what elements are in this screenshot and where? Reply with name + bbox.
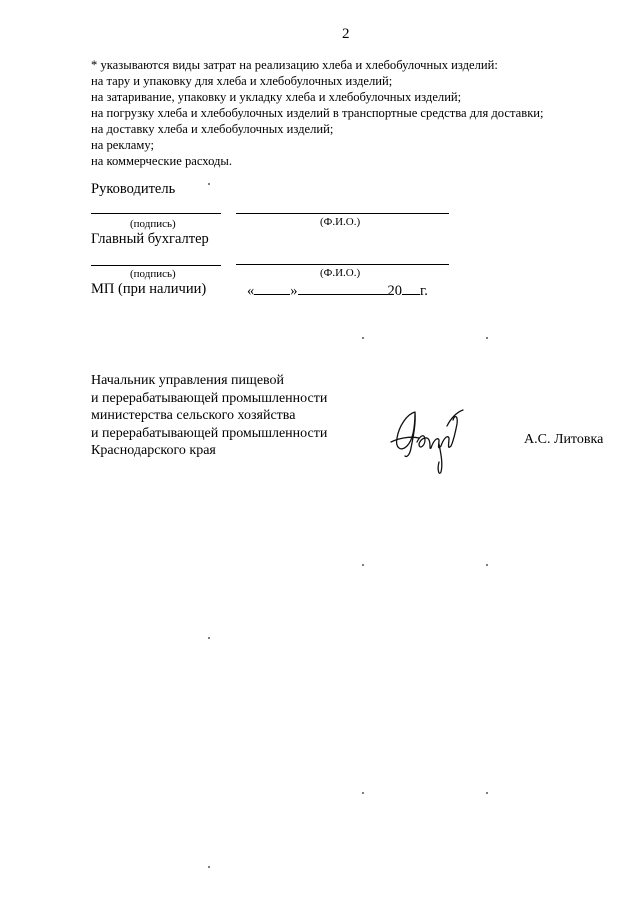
date-year-suffix: г.	[420, 283, 428, 299]
date-day-blank	[254, 281, 290, 295]
date-open-quote: «	[247, 283, 255, 299]
scan-speck	[486, 564, 488, 566]
date-year-blank	[402, 281, 420, 295]
signatory-title-line-5: Краснодарского края	[91, 443, 216, 458]
scan-speck	[362, 792, 364, 794]
footnote-line-7: на коммерческие расходы.	[91, 154, 233, 168]
signatory-title-line-4: и перерабатывающей промышленности	[91, 425, 328, 441]
accountant-name-line	[236, 264, 449, 265]
scan-speck	[362, 564, 364, 566]
scan-speck	[362, 337, 364, 339]
head-name-line	[236, 213, 449, 214]
scan-speck	[208, 866, 210, 868]
date-field	[247, 281, 428, 300]
date-month-blank	[298, 281, 388, 295]
footnote-line-2: на тару и упаковку для хлеба и хлебобулочных изделий;	[91, 74, 393, 88]
signatory-title-line-1: Начальник управления пищевой	[91, 373, 285, 388]
page-number: 2	[342, 26, 350, 42]
head-label: Руководитель	[91, 181, 176, 197]
accountant-signature-line	[91, 265, 221, 266]
date-year-prefix: 20	[387, 283, 402, 299]
footnote-line-1: * указываются виды затрат на реализацию хлеба и хлебобулочных изделий:	[91, 58, 498, 72]
footnote-line-3: на затаривание, упаковку и укладку хлеба и хлебобулочных изделий;	[91, 90, 462, 104]
signatory-name: А.С. Литовка	[524, 432, 604, 447]
footnote-line-6: на рекламу;	[91, 138, 154, 152]
signatory-title-line-3: министерства сельского хозяйства	[91, 408, 296, 423]
stamp-label: МП (при наличии)	[91, 281, 207, 297]
date-close-quote: »	[290, 283, 298, 299]
signatory-title	[91, 372, 327, 460]
scan-speck	[486, 792, 488, 794]
signatory-title-line-2: и перерабатывающей промышленности	[91, 390, 328, 406]
scan-speck	[486, 337, 488, 339]
accountant-signature-caption: (подпись)	[130, 268, 176, 280]
head-signature-caption: (подпись)	[130, 218, 176, 230]
handwritten-signature	[385, 398, 475, 478]
accountant-name-caption: (Ф.И.О.)	[320, 267, 361, 279]
scan-speck	[208, 183, 210, 185]
accountant-label: Главный бухгалтер	[91, 231, 209, 247]
head-signature-line	[91, 213, 221, 214]
scan-speck	[208, 637, 210, 639]
footnote-line-5: на доставку хлеба и хлебобулочных изделий;	[91, 122, 334, 136]
footnote-line-4: на погрузку хлеба и хлебобулочных изделий в транспортные средства для доставки;	[91, 106, 544, 120]
head-name-caption: (Ф.И.О.)	[320, 216, 361, 228]
